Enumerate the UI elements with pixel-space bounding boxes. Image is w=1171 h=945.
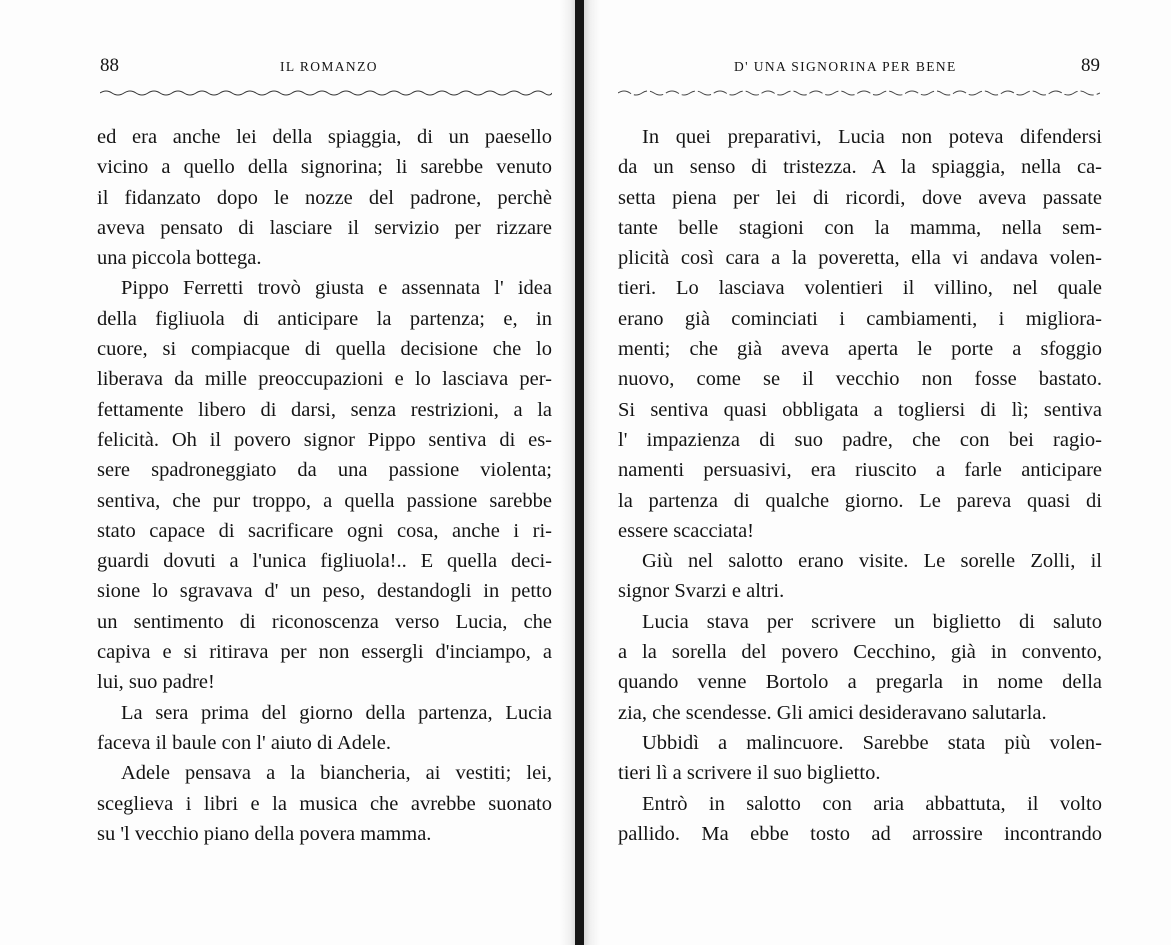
text-line: zia, che scendesse. Gli amici desideravano salutarla. bbox=[618, 701, 1047, 724]
text-line: Entrò in salotto con aria abbattuta, il volto bbox=[642, 792, 1102, 815]
text-line: erano già cominciati i cambiamenti, i migliora- bbox=[618, 307, 1102, 330]
text-line: felicità. Oh il povero signor Pippo sentiva di es- bbox=[97, 428, 552, 451]
right-page-number: 89 bbox=[1081, 55, 1100, 76]
left-running-head: IL ROMANZO bbox=[280, 59, 378, 74]
text-line: sione lo sgravava d' un peso, destandogli in petto bbox=[97, 580, 552, 603]
text-line: vicino a quello della signorina; li sarebbe venuto bbox=[97, 156, 552, 179]
text-line: menti; che già aveva aperta le porte a sfoggio bbox=[618, 338, 1102, 361]
book-gutter bbox=[575, 0, 584, 945]
text-line: faceva il baule con l' aiuto di Adele. bbox=[97, 731, 391, 754]
text-line: essere scacciata! bbox=[618, 519, 754, 542]
text-line: sceglieva i libri e la musica che avrebbe suonato bbox=[97, 792, 552, 815]
text-line: Pippo Ferretti trovò giusta e assennata l' idea bbox=[121, 277, 552, 300]
text-line: ed era anche lei della spiaggia, di un paesello bbox=[97, 126, 552, 148]
text-line: Lucia stava per scrivere un biglietto di saluto bbox=[642, 610, 1102, 633]
right-page-header bbox=[620, 52, 1100, 82]
text-line: cuore, si compiacque di quella decisione che lo bbox=[97, 338, 552, 361]
left-page-header bbox=[100, 52, 552, 82]
text-line: da un senso di tristezza. A la spiaggia, nella ca- bbox=[618, 156, 1102, 179]
text-line: stato capace di sacrificare ogni cosa, anche i ri- bbox=[97, 519, 552, 542]
text-line: liberava da mille preoccupazioni e lo lasciava per- bbox=[97, 368, 552, 391]
text-line: a la sorella del povero Cecchino, già in convento, bbox=[618, 641, 1102, 664]
text-line: la partenza di qualche giorno. Le pareva quasi di bbox=[618, 489, 1102, 512]
right-page bbox=[590, 0, 1171, 945]
text-line: l' impazienza di suo padre, che con bei ragio- bbox=[618, 428, 1102, 451]
text-line: La sera prima del giorno della partenza, Lucia bbox=[121, 701, 552, 724]
left-page bbox=[0, 0, 572, 945]
text-line: Si sentiva quasi obbligata a togliersi di lì; sentiva bbox=[618, 398, 1102, 421]
text-line: Adele pensava a la biancheria, ai vestiti; lei, bbox=[121, 762, 552, 785]
right-running-head: D' UNA SIGNORINA PER BENE bbox=[734, 59, 957, 74]
left-header-rule bbox=[100, 86, 552, 98]
text-line: tieri lì a scrivere il suo biglietto. bbox=[618, 762, 881, 785]
text-line: Giù nel salotto erano visite. Le sorelle Zolli, il bbox=[642, 550, 1102, 573]
text-line: sere spadroneggiato da una passione violenta; bbox=[97, 459, 552, 482]
text-line: il fidanzato dopo le nozze del padrone, perchè bbox=[97, 186, 552, 209]
text-line: lui, suo padre! bbox=[97, 671, 215, 694]
text-line: guardi dovuti a l'unica figliuola!.. E quella deci- bbox=[97, 550, 552, 573]
text-line: una piccola bottega. bbox=[97, 247, 262, 270]
text-line: aveva pensato di lasciare il servizio per rizzare bbox=[97, 216, 552, 239]
text-line: nuovo, come se il vecchio non fosse bastato. bbox=[618, 368, 1102, 391]
left-page-text bbox=[97, 122, 552, 849]
text-line: signor Svarzi e altri. bbox=[618, 580, 785, 603]
text-line: sentiva, che pur troppo, a quella passione sarebbe bbox=[97, 489, 552, 512]
text-line: un sentimento di riconoscenza verso Lucia, che bbox=[97, 610, 552, 633]
right-page-text bbox=[618, 122, 1102, 849]
left-page-number: 88 bbox=[100, 55, 119, 76]
text-line: In quei preparativi, Lucia non poteva difendersi bbox=[642, 126, 1102, 148]
text-line: pallido. Ma ebbe tosto ad arrossire incontrando bbox=[618, 822, 1102, 845]
text-line: tante belle stagioni con la mamma, nella sem- bbox=[618, 216, 1102, 239]
text-line: namenti persuasivi, era riuscito a farle anticipare bbox=[618, 459, 1102, 482]
text-line: della figliuola di anticipare la partenza; e, in bbox=[97, 307, 552, 330]
text-line: quando venne Bortolo a pregarla in nome della bbox=[618, 671, 1102, 694]
text-line: tieri. Lo lasciava volentieri il villino, nel quale bbox=[618, 277, 1102, 300]
text-line: capiva e si ritirava per non essergli d'inciampo, a bbox=[97, 641, 552, 664]
right-header-rule bbox=[618, 86, 1100, 98]
text-line: su 'l vecchio piano della povera mamma. bbox=[97, 822, 432, 845]
text-line: Ubbidì a malincuore. Sarebbe stata più volen- bbox=[642, 731, 1102, 754]
text-line: plicità così cara a la poveretta, ella vi andava volen- bbox=[618, 247, 1102, 270]
text-line: setta piena per lei di ricordi, dove aveva passate bbox=[618, 186, 1102, 209]
text-line: fettamente libero di darsi, senza restrizioni, a la bbox=[97, 398, 552, 421]
